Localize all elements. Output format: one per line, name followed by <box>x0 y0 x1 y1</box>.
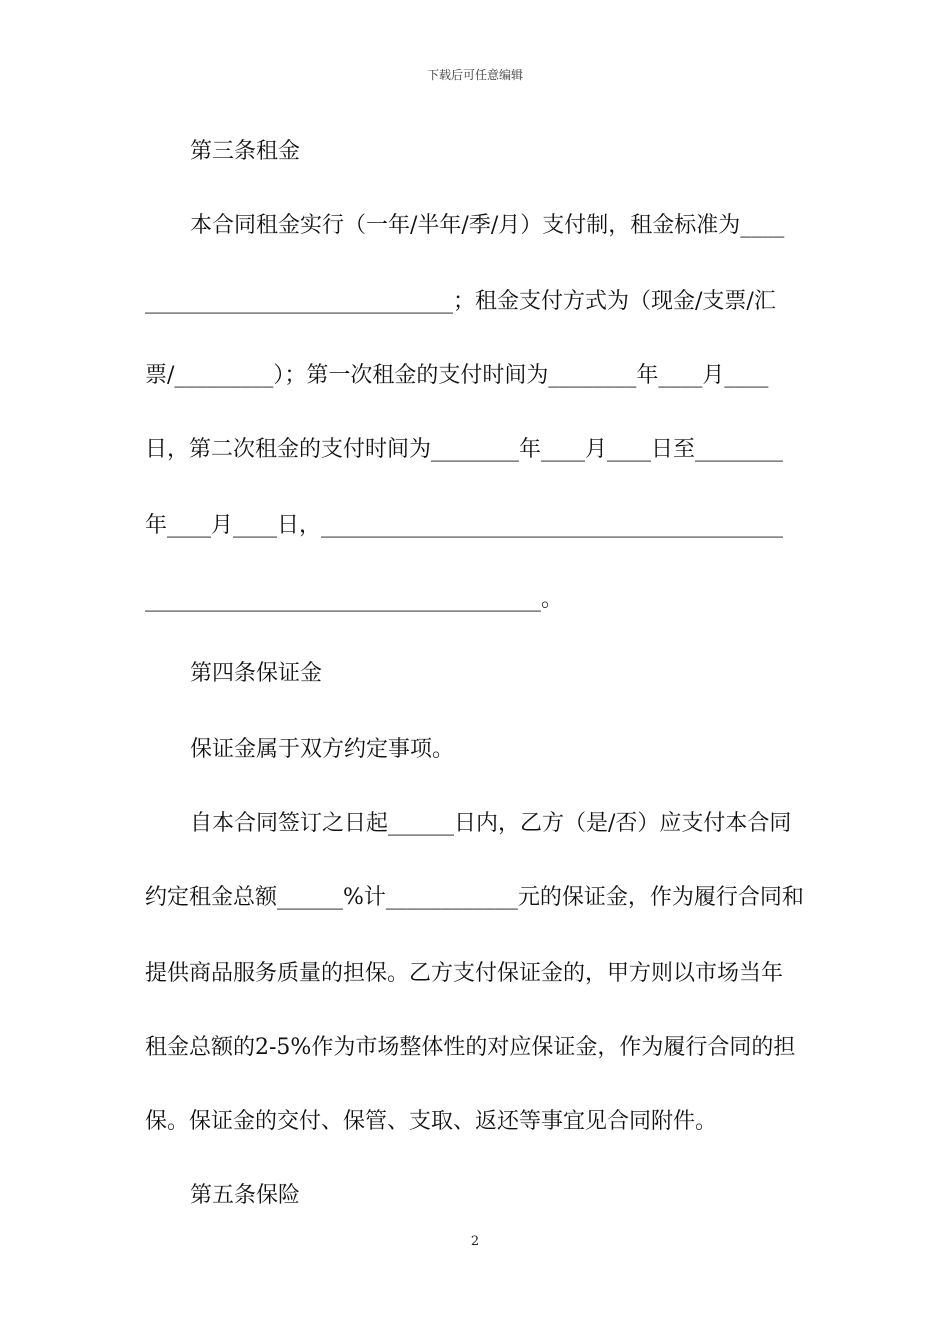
page-header: 下载后可任意编辑 <box>426 68 523 82</box>
paragraph-line: 保。保证金的交付、保管、支取、返还等事宜见合同附件。 <box>145 1109 718 1134</box>
paragraph-line: ____________________________________。 <box>145 587 564 612</box>
section-heading-insurance: 第五条保险 <box>190 1183 301 1208</box>
paragraph-line: 租金总额的2-5%作为市场整体性的对应保证金，作为履行合同的担 <box>145 1035 796 1060</box>
paragraph-line: 日，第二次租金的支付时间为________年____月____日至________ <box>145 437 784 462</box>
paragraph-line: 年____月____日，__________________________________________ <box>145 513 784 538</box>
paragraph-line: 本合同租金实行（一年/半年/季/月）支付制，租金标准为____ <box>190 213 785 238</box>
section-heading-deposit: 第四条保证金 <box>190 661 323 686</box>
paragraph-line: 约定租金总额______%计____________元的保证金，作为履行合同和 <box>145 885 804 910</box>
paragraph-line: 提供商品服务质量的担保。乙方支付保证金的，甲方则以市场当年 <box>145 961 784 986</box>
paragraph-line: 票/_________）；第一次租金的支付时间为________年____月____ <box>145 363 769 388</box>
paragraph-line: 保证金属于双方约定事项。 <box>190 737 455 762</box>
page-number: 2 <box>470 1234 480 1249</box>
paragraph-line: 自本合同签订之日起______日内，乙方（是/否）应支付本合同 <box>190 811 792 836</box>
paragraph-line: ____________________________；租金支付方式为（现金/支票/汇 <box>145 289 776 314</box>
section-heading-rent: 第三条租金 <box>190 139 301 164</box>
